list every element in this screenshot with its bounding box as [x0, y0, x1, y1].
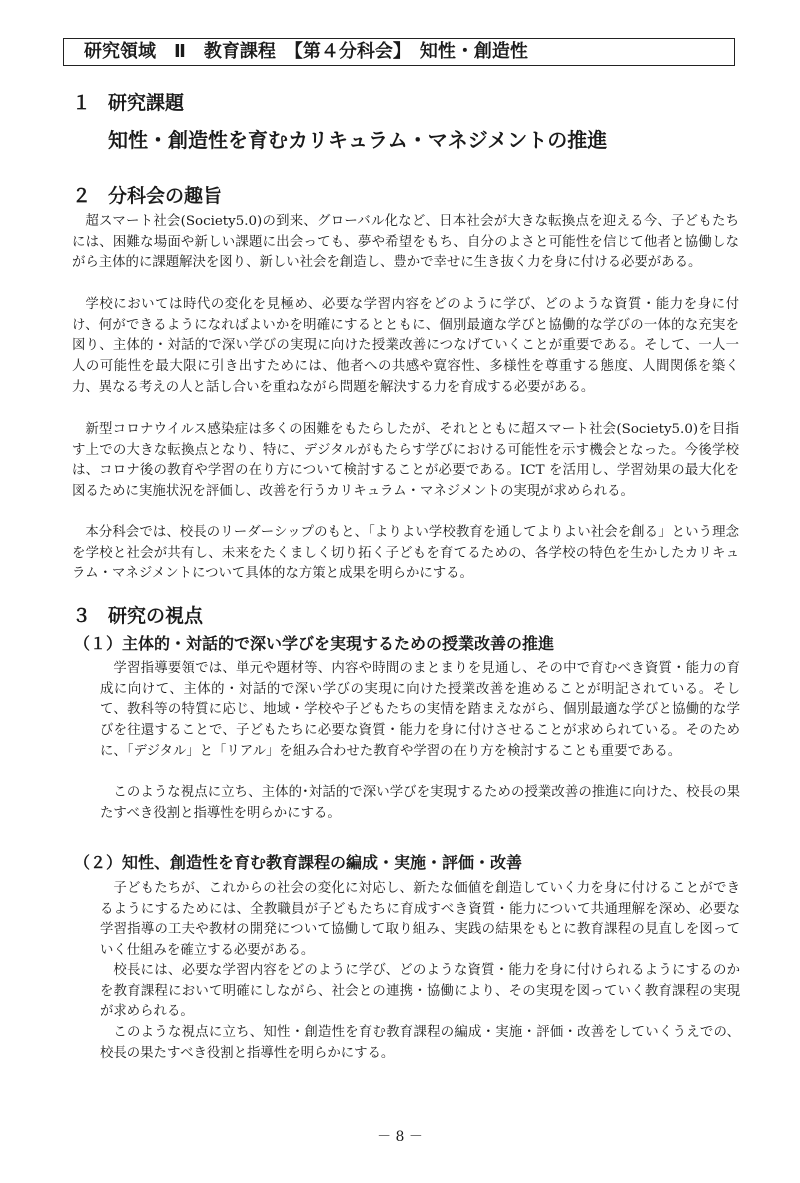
- research-theme: 知性・創造性を育むカリキュラム・マネジメントの推進: [108, 128, 608, 152]
- section-heading-purpose: [72, 181, 222, 208]
- section-heading-viewpoints: [72, 601, 203, 628]
- viewpoint-paragraph: 校長には、必要な学習内容をどのように学び、どのような資質・能力を身に付けられるようにするのかを教育課程において明確にしながら、社会との連携・協働により、その実現を図っていく教育課程の実現が求められる。: [100, 963, 740, 1020]
- purpose-paragraph: 超スマート社会(Society5.0)の到来、グローバル化など、日本社会が大きな転換点を迎える今、子どもたちには、困難な場面や新しい課題に出会っても、夢や希望をもち、自分のよさと可能性を信じて他者と協働しながら主体的に課題解決を図り、新しい社会を創造し、豊かで幸せに生き抜く力を身に付ける必要がある。: [72, 214, 739, 271]
- domain-header-box: [63, 38, 735, 66]
- purpose-paragraph: 学校においては時代の変化を見極め、必要な学習内容をどのように学び、どのような資質・能力を身に付け、何ができるようになればよいかを明確にするとともに、個別最適な学びと協働的な学びの一体的な充実を図り、主体的・対話的で深い学びの実現に向けた授業改善につなげていくことが重要である。そして、一人一人の可能性を最大限に引き出すためには、他者への共感や寛容性、多様性を尊重する態度、人間関係を築く力、異なる考えの人と話し合いを重ねながら問題を解決する力を育成する必要がある。: [72, 297, 739, 395]
- viewpoint-paragraph: 子どもたちが、これからの社会の変化に対応し、新たな価値を創造していく力を身に付けることができるようにするためには、全教職員が子どもたちに育成すべき資質・能力について共通理解を深め、必要な学習指導の工夫や教材の開発について協働して取り組み、実践の結果をもとに教育課程の見直しを図っていく仕組みを確立する必要がある。: [100, 881, 740, 959]
- domain-header-title: 研究領域 Ⅱ 教育課程 【第４分科会】 知性・創造性: [84, 41, 528, 62]
- purpose-paragraph: 本分科会では、校長のリーダーシップのもと、「よりよい学校教育を通してよりよい社会を創る」という理念を学校と社会が共有し、未来をたくましく切り拓く子どもを育てるための、各学校の特色を生かしたカリキュラム・マネジメントについて具体的な方策と成果を明らかにする。: [72, 525, 739, 582]
- section-number: １: [72, 92, 92, 114]
- viewpoint-paragraph: このような視点に立ち、主体的･対話的で深い学びを実現するための授業改善の推進に向けた、校長の果たすべき役割と指導性を明らかにする。: [100, 785, 740, 821]
- section-number: ３: [72, 605, 92, 627]
- viewpoint-paragraph: 学習指導要領では、単元や題材等、内容や時間のまとまりを見通し、その中で育むべき資質・能力の育成に向けて、主体的・対話的で深い学びの実現に向けた授業改善を進めることが明記されている。そして、教科等の特質に応じ、地域・学校や子どもたちの実情を踏まえながら、個別最適な学びと協働的な学びを往還することで、子どもたちに必要な資質・能力を身に付けさせることが求められている。そのために、「デジタル」と「リアル」を組み合わせた教育や学習の在り方を検討することも重要である。: [100, 661, 740, 759]
- section-number: ２: [72, 185, 92, 207]
- section-title: 研究課題: [108, 92, 185, 114]
- viewpoint-paragraph: このような視点に立ち、知性・創造性を育む教育課程の編成・実施・評価・改善をしていくうえでの、校長の果たすべき役割と指導性を明らかにする。: [100, 1025, 740, 1061]
- viewpoint-heading-2: （２）知性、創造性を育む教育課程の編成・実施・評価・改善: [74, 853, 523, 872]
- viewpoint-heading-1: （１）主体的・対話的で深い学びを実現するための授業改善の推進: [74, 634, 555, 653]
- purpose-paragraph: 新型コロナウイルス感染症は多くの困難をもたらしたが、それとともに超スマート社会(Society5.0)を目指す上での大きな転換点となり、特に、デジタルがもたらす学びにおける可能性を示す機会となった。今後学校は、コロナ後の教育や学習の在り方について検討することが必要である。ICT を活用し、学習効果の最大化を図るために実施状況を評価し、改善を行うカリキュラム・マネジメントの実現が求められる。: [72, 422, 739, 500]
- section-title: 分科会の趣旨: [108, 185, 223, 207]
- section-title: 研究の視点: [108, 605, 204, 627]
- page-number: － 8 －: [377, 1129, 423, 1145]
- section-heading-research-topic: [72, 88, 184, 115]
